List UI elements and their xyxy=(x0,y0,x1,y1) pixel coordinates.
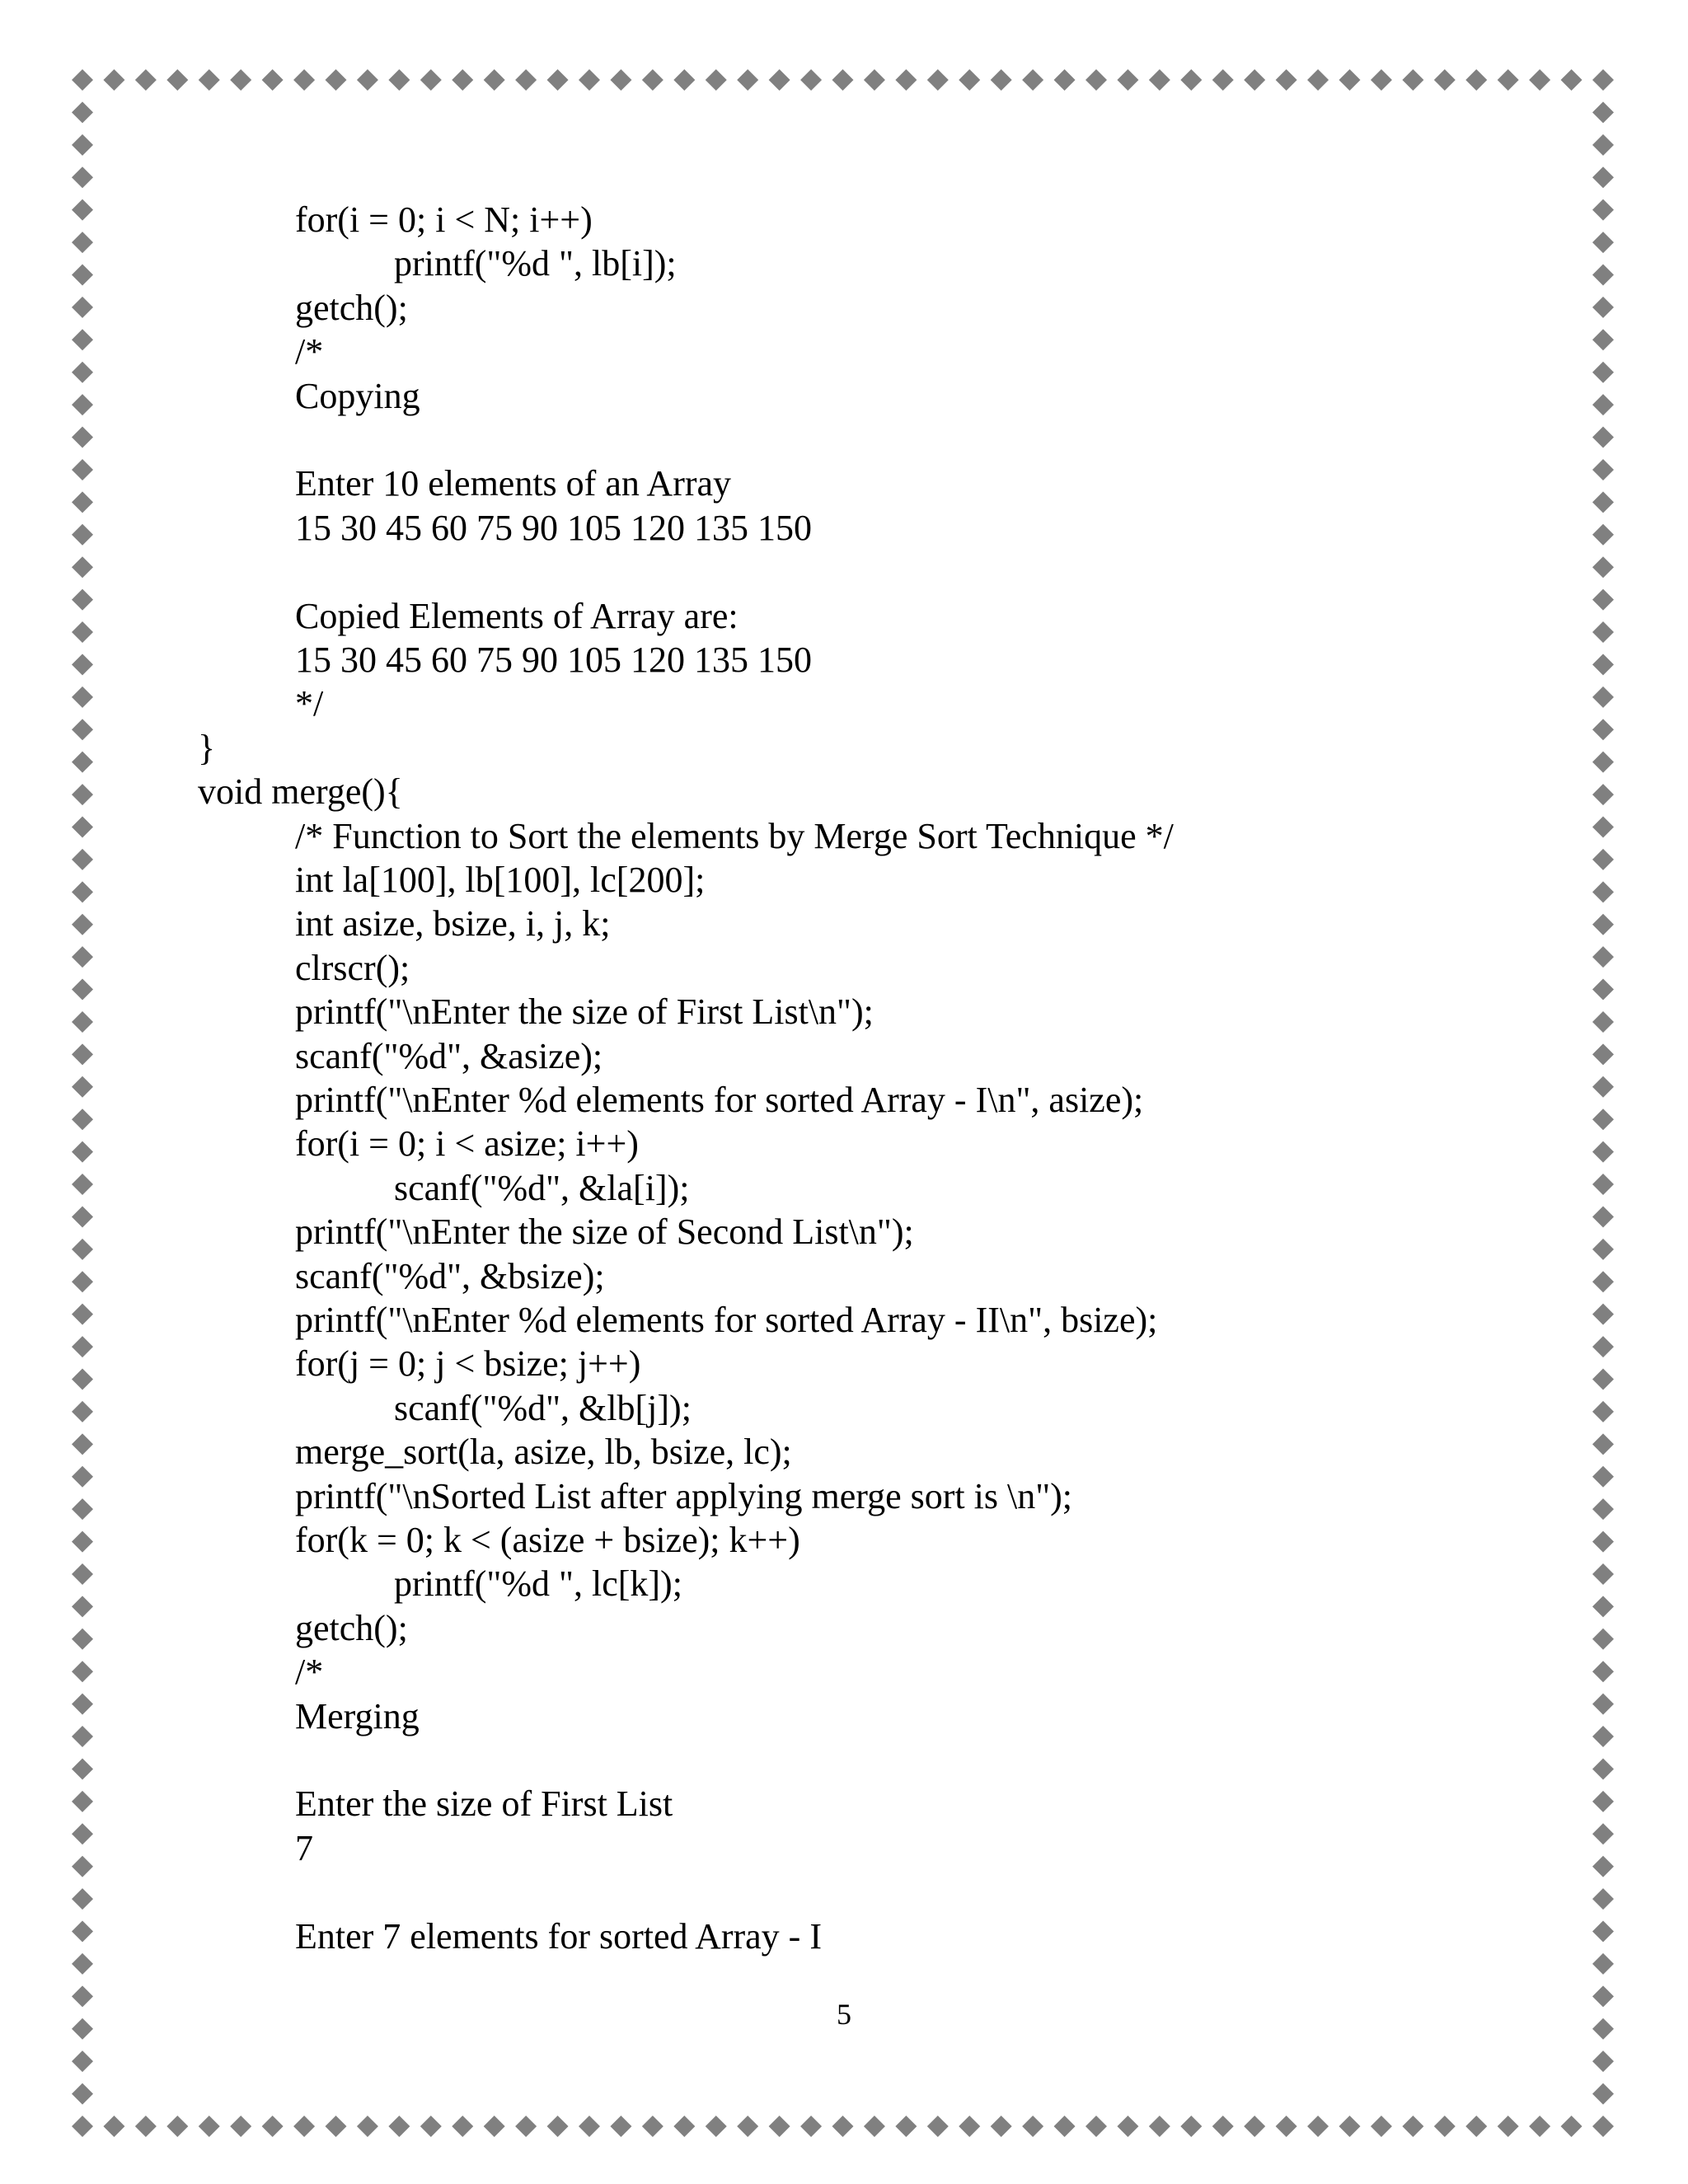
text-line: Copied Elements of Array are: xyxy=(295,595,738,636)
text-line: printf("\nEnter %d elements for sorted Array - I\n", asize); xyxy=(295,1080,1144,1120)
text-line: for(i = 0; i < N; i++) xyxy=(295,199,593,240)
text-line: Enter 7 elements for sorted Array - I xyxy=(295,1915,822,1957)
text-line: 15 30 45 60 75 90 105 120 135 150 xyxy=(295,640,812,680)
text-line: 7 xyxy=(295,1827,313,1868)
text-line: printf("%d ", lb[i]); xyxy=(394,243,677,284)
text-line: clrscr(); xyxy=(295,947,410,988)
text-line: void merge(){ xyxy=(198,771,403,813)
text-line: Copying xyxy=(295,375,420,416)
text-line: getch(); xyxy=(295,1607,408,1648)
text-line: Merging xyxy=(295,1695,420,1736)
text-line: int la[100], lb[100], lc[200]; xyxy=(295,860,706,900)
text-line: printf("\nEnter the size of First List\n"); xyxy=(295,991,874,1033)
text-line: for(k = 0; k < (asize + bsize); k++) xyxy=(295,1520,800,1560)
text-line: 15 30 45 60 75 90 105 120 135 150 xyxy=(295,507,812,548)
text-line: printf("\nEnter %d elements for sorted Array - II\n", bsize); xyxy=(295,1300,1158,1340)
text-line: printf("\nEnter the size of Second List\n"); xyxy=(295,1212,914,1253)
page-number: 5 xyxy=(837,1998,851,2031)
text-line: for(j = 0; j < bsize; j++) xyxy=(295,1343,641,1385)
text-line: scanf("%d", &asize); xyxy=(295,1035,603,1076)
text-line: Enter 10 elements of an Array xyxy=(295,463,732,504)
text-line: */ xyxy=(295,683,324,724)
text-line: scanf("%d", &la[i]); xyxy=(394,1167,690,1208)
text-line: getch(); xyxy=(295,287,408,328)
text-line: printf("\nSorted List after applying merge sort is \n"); xyxy=(295,1475,1073,1516)
text-line: scanf("%d", &bsize); xyxy=(295,1255,605,1296)
text-line: for(i = 0; i < asize; i++) xyxy=(295,1123,639,1165)
text-line: merge_sort(la, asize, lb, bsize, lc); xyxy=(295,1432,792,1473)
text-line: scanf("%d", &lb[j]); xyxy=(394,1387,692,1428)
text-line: int asize, bsize, i, j, k; xyxy=(295,903,611,944)
text-line: /* xyxy=(295,331,324,373)
text-line: Enter the size of First List xyxy=(295,1783,673,1825)
text-line: printf("%d ", lc[k]); xyxy=(394,1563,682,1605)
text-line: } xyxy=(198,727,216,768)
text-line: /* xyxy=(295,1652,324,1693)
text-line: /* Function to Sort the elements by Merge Sort Technique */ xyxy=(295,815,1174,856)
